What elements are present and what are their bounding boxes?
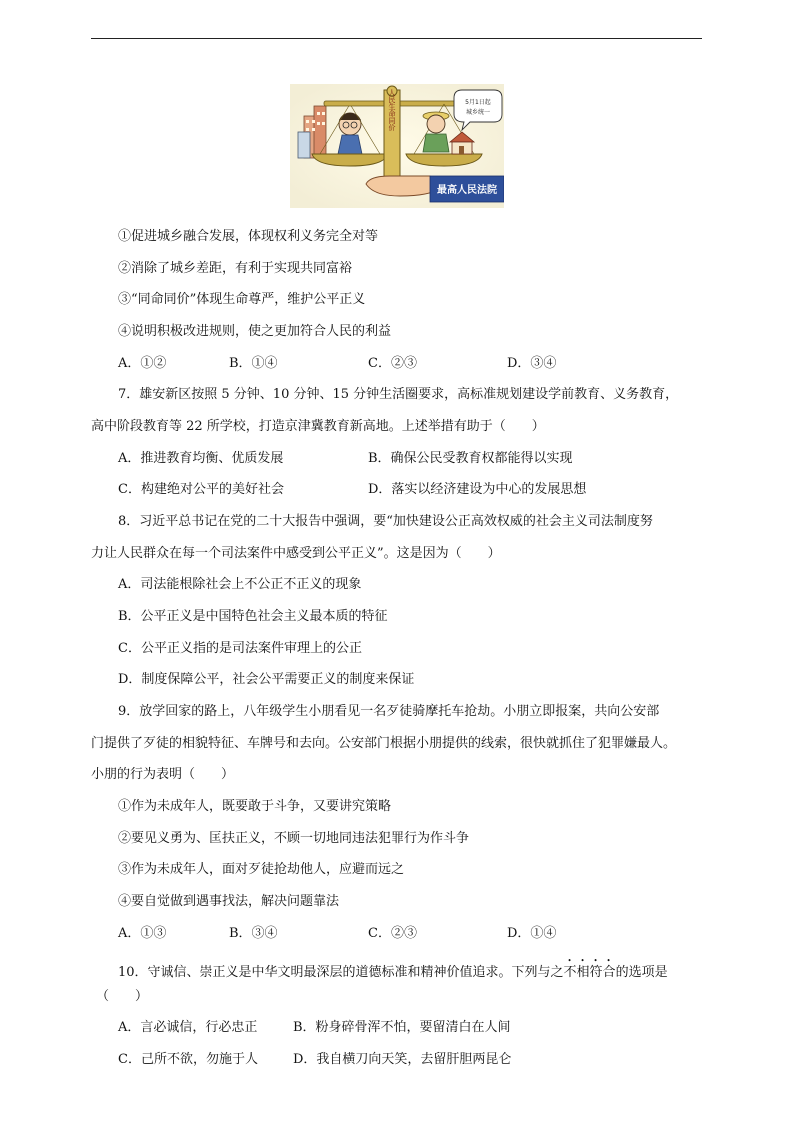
q9-choice-a: A．①③ bbox=[118, 926, 167, 941]
q9-choice-c: C．②③ bbox=[368, 926, 417, 941]
q9-choice-d: D．①④ bbox=[507, 926, 557, 941]
q10-stem-part1: 10．守诚信、崇正义是中华文明最深层的道德标准和精神价值追求。下列与之 bbox=[118, 965, 564, 980]
q9-stem-line1: 9．放学回家的路上，八年级学生小朋看见一名歹徒骑摩托车抢劫。小朋立即报案，共向公安部 bbox=[118, 704, 660, 719]
q6-choice-c: C．②③ bbox=[368, 356, 417, 371]
q7-stem-line2: 高中阶段教育等 22 所学校，打造京津冀教育新高地。上述举措有助于（ ） bbox=[91, 419, 545, 434]
q7-choice-c: C．构建绝对公平的美好社会 bbox=[118, 482, 284, 497]
q9-stem-line2: 门提供了歹徒的相貌特征、车牌号和去向。公安部门根据小朋提供的线索，很快就抓住了犯罪嫌最人。 bbox=[91, 736, 677, 751]
q10-stem-emphasis: 不相符合 bbox=[563, 965, 616, 980]
q10-stem-line1 bbox=[118, 957, 668, 981]
q7-choice-d: D．落实以经济建设为中心的发展思想 bbox=[368, 482, 587, 497]
scale-label: 人民生命同价 bbox=[388, 89, 396, 131]
scale-cartoon bbox=[290, 84, 504, 208]
q8-choice-c: C．公平正义指的是司法案件审理上的公正 bbox=[118, 641, 362, 656]
q6-option-1: ①促进城乡融合发展，体现权利义务完全对等 bbox=[118, 229, 379, 244]
q10-choice-a: A．言必诚信，行必忠正 bbox=[118, 1020, 258, 1035]
q9-choice-b: B．③④ bbox=[229, 926, 278, 941]
q6-option-4: ④说明积极改进规则，使之更加符合人民的利益 bbox=[118, 324, 392, 339]
q10-stem-line2: （ ） bbox=[96, 989, 149, 1004]
q9-stem-line3: 小朋的行为表明（ ） bbox=[91, 767, 235, 782]
svg-text:城乡统一: 城乡统一 bbox=[465, 109, 491, 116]
q7-stem-line1: 7．雄安新区按照 5 分钟、10 分钟、15 分钟生活圈要求，高标准规划建设学前教育、义务教育， bbox=[118, 387, 679, 402]
q6-choice-a: A．①② bbox=[118, 356, 167, 371]
q8-choice-a: A．司法能根除社会上不公正不正义的现象 bbox=[118, 577, 362, 592]
q10-stem-part2: 的选项是 bbox=[615, 965, 668, 980]
q10-choice-d: D．我自横刀向天笑，去留肝胆两昆仑 bbox=[293, 1052, 512, 1067]
q6-choice-d: D．③④ bbox=[507, 356, 557, 371]
q8-choice-d: D．制度保障公平，社会公平需要正义的制度来保证 bbox=[118, 672, 415, 687]
q6-option-3: ③“同命同价”体现生命尊严，维护公平正义 bbox=[118, 292, 366, 307]
q6-option-2: ②消除了城乡差距，有利于实现共同富裕 bbox=[118, 261, 353, 276]
q8-stem-line1: 8．习近平总书记在党的二十大报告中强调，要“加快建设公正高效权威的社会主义司法制度努 bbox=[118, 514, 653, 529]
q9-option-2: ②要见义勇为、匡扶正义，不顾一切地同违法犯罪行为作斗争 bbox=[118, 831, 470, 846]
svg-text:5月1日起: 5月1日起 bbox=[465, 99, 491, 106]
q7-choice-b: B．确保公民受教育权都能得以实现 bbox=[368, 451, 573, 466]
header-rule bbox=[91, 38, 702, 39]
q9-option-4: ④要自觉做到遇事找法，解决问题靠法 bbox=[118, 894, 340, 909]
q7-choice-a: A．推进教育均衡、优质发展 bbox=[118, 451, 284, 466]
q8-choice-b: B．公平正义是中国特色社会主义最本质的特征 bbox=[118, 609, 388, 624]
q6-choice-b: B．①④ bbox=[229, 356, 278, 371]
court-label: 最高人民法院 bbox=[437, 185, 497, 196]
q10-choice-b: B．粉身碎骨浑不怕，要留清白在人间 bbox=[293, 1020, 511, 1035]
q10-choice-c: C．己所不欲，勿施于人 bbox=[118, 1052, 258, 1067]
q9-option-3: ③作为未成年人，面对歹徒抢劫他人，应避而远之 bbox=[118, 862, 405, 877]
q9-option-1: ①作为未成年人，既要敢于斗争，又要讲究策略 bbox=[118, 799, 392, 814]
q8-stem-line2: 力让人民群众在每一个司法案件中感受到公平正义”。这是因为（ ） bbox=[91, 546, 501, 561]
